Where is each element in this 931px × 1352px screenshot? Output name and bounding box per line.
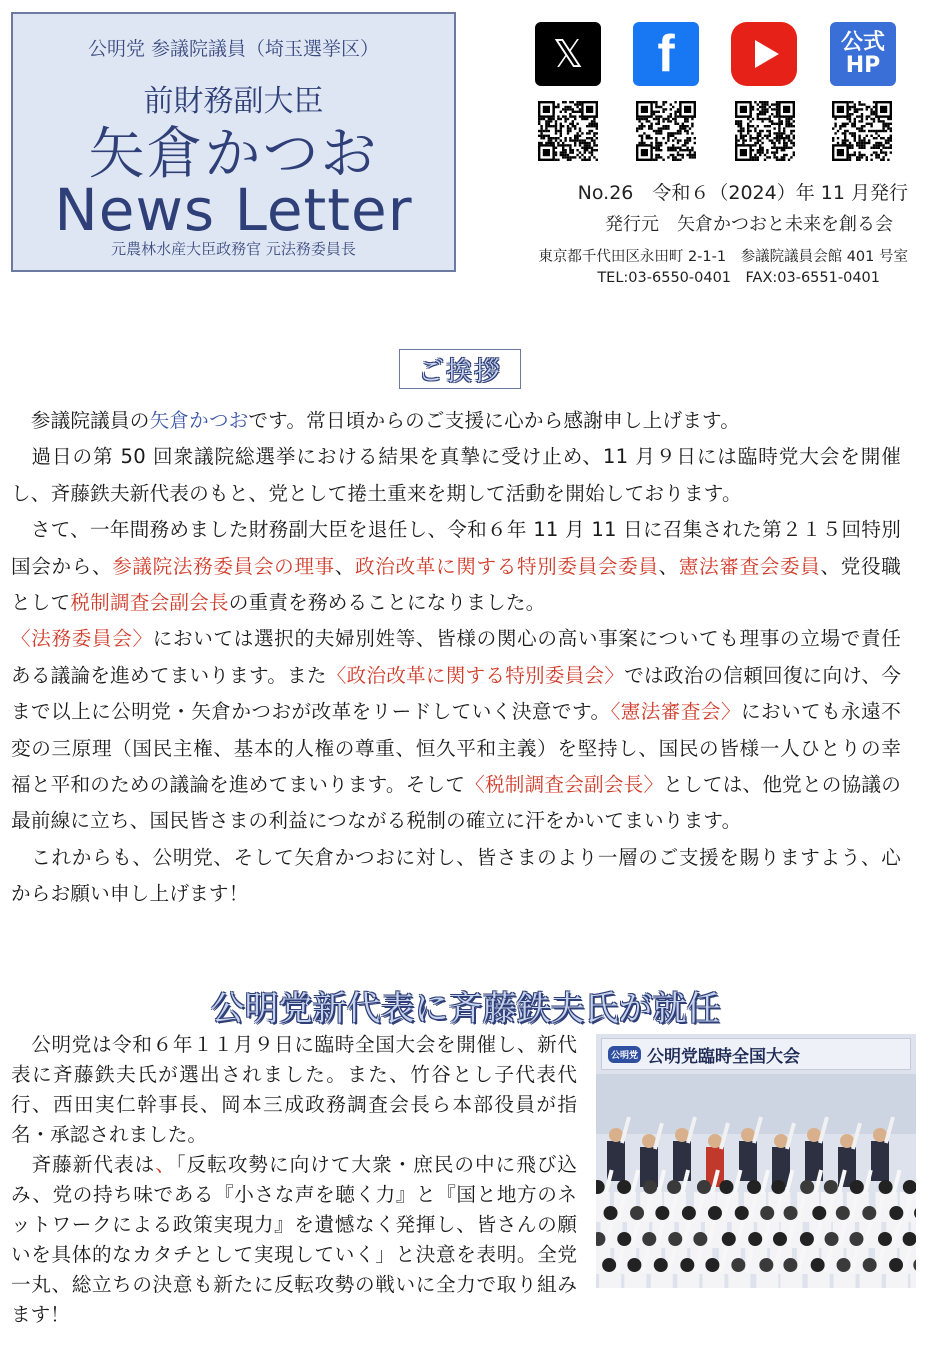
greeting-paragraph-5: これからも、公明党、そして矢倉かつおに対し、皆さまのより一層のご支援を賜りますよう、心からお願い申し上げます！ [11,845,901,906]
hp-qr-code-icon[interactable] [832,101,892,161]
tel-fax: TEL:03-6550-0401 FAX:03-6551-0401 [597,270,880,286]
greeting-title: ご挨拶 [399,349,521,389]
section-body [11,1030,577,1330]
x-icon[interactable] [535,22,601,86]
facebook-logo-label: f [657,25,675,83]
address: 東京都千代田区永田町 2-1-1 参議院議員会館 401 号室 [538,249,908,265]
convention-photo-scene [596,1034,916,1288]
role-political-reform: 政治改革に関する特別委員会委員 [355,554,659,578]
facebook-icon[interactable] [633,22,699,86]
greeting-paragraph-2: 過日の第 50 回衆議院総選挙における結果を真摯に受け止め、11 月９日には臨時党大会を開催し、斉藤鉄夫新代表のもと、党として捲土重来を期して活動を開始しております。 [11,445,901,505]
greeting-paragraph-1: 参議院議員の矢倉かつおです。常日頃からのご支援に心から感謝申し上げます。 [11,409,741,432]
official-hp-icon[interactable] [830,22,896,86]
section-title: 公明党新代表に斉藤鉄夫氏が就任 [210,989,721,1029]
section-paragraph-2: 斉藤新代表は、「反転攻勢に向けて大衆・庶民の中に飛び込み、党の持ち味である『小さな声を聴く力』と『国と地方のネットワークによる政策実現力』を遺憾なく発揮し、皆さんの願いを具体的なカタチとして実現していく」と決意を表明。全党一丸、総立ちの決意も新たに反転攻勢の戦いに全力で取り組みます！ [11,1153,578,1326]
x-qr-code-icon[interactable] [538,101,598,161]
role-tax: 税制調査会副会長 [70,591,229,615]
youtube-icon[interactable] [731,22,797,86]
hp-line1: 公式 [840,29,885,55]
photo-banner: 公明党 公明党臨時全国大会 [601,1038,911,1070]
greeting-body [11,403,901,913]
play-icon [755,40,779,68]
section-paragraph-1: 公明党は令和６年１１月９日に臨時全国大会を開催し、新代表に斉藤鉄夫氏が選出されました。また、竹谷とし子代表代行、西田実仁幹事長、岡本三成政務調査会長ら本部役員が指名・承認されました。 [11,1033,577,1146]
greeting-paragraph-4: 〈法務委員会〉においては選択的夫婦別姓等、皆様の関心の高い事案についても理事の立場で責任ある議論を進めてまいります。また〈政治改革に関する特別委員会〉では政治の信頼回復に向け、今まで以上に公明党・矢倉かつおが改革をリードしていく決意です。〈憲法審査会〉においても永遠不変の三原理（国民主権、基本的人権の尊重、恒久平和主義）を堅持し、国民の皆様一人ひとりの幸福と平和のための議論を進めてまいります。そして〈税制調査会副会長〉としては、他党との協議の最前線に立ち、国民皆さまの利益につながる税制の確立に汗をかいてまいります。 [11,627,902,833]
youtube-qr-code-icon[interactable] [735,101,795,161]
former-title: 前財務副大臣 [143,84,324,119]
party-logo: 公明党 [608,1046,641,1063]
name-highlight: 矢倉かつお [149,409,249,432]
newsletter-heading: News Letter [54,176,413,244]
hp-line2: HP [845,53,881,78]
newsletter-title-box [11,12,456,272]
issue-number-date: No.26 令和６（2024）年 11 月発行 [577,182,908,204]
politician-name: 矢倉かつお [88,122,379,187]
career-line: 元農林水産大臣政務官 元法務委員長 [111,240,356,258]
issuer: 発行元 矢倉かつおと未来を創る会 [605,214,893,235]
facebook-qr-code-icon[interactable] [636,101,696,161]
convention-photo [596,1034,916,1288]
role-legal-committee: 参議院法務委員会の理事 [112,554,335,578]
x-logo-label: 𝕏 [552,32,584,76]
greeting-paragraph-3: さて、一年間務めました財務副大臣を退任し、令和６年 11 月 11 日に召集された第２１５回特別国会から、参議院法務委員会の理事、政治改革に関する特別委員会委員、憲法審査会委員、党役職として税制調査会副会長の重責を務めることになりました。 [11,518,902,615]
party-line: 公明党 参議院議員（埼玉選挙区） [87,38,380,60]
role-constitution: 憲法審査会委員 [678,554,821,578]
